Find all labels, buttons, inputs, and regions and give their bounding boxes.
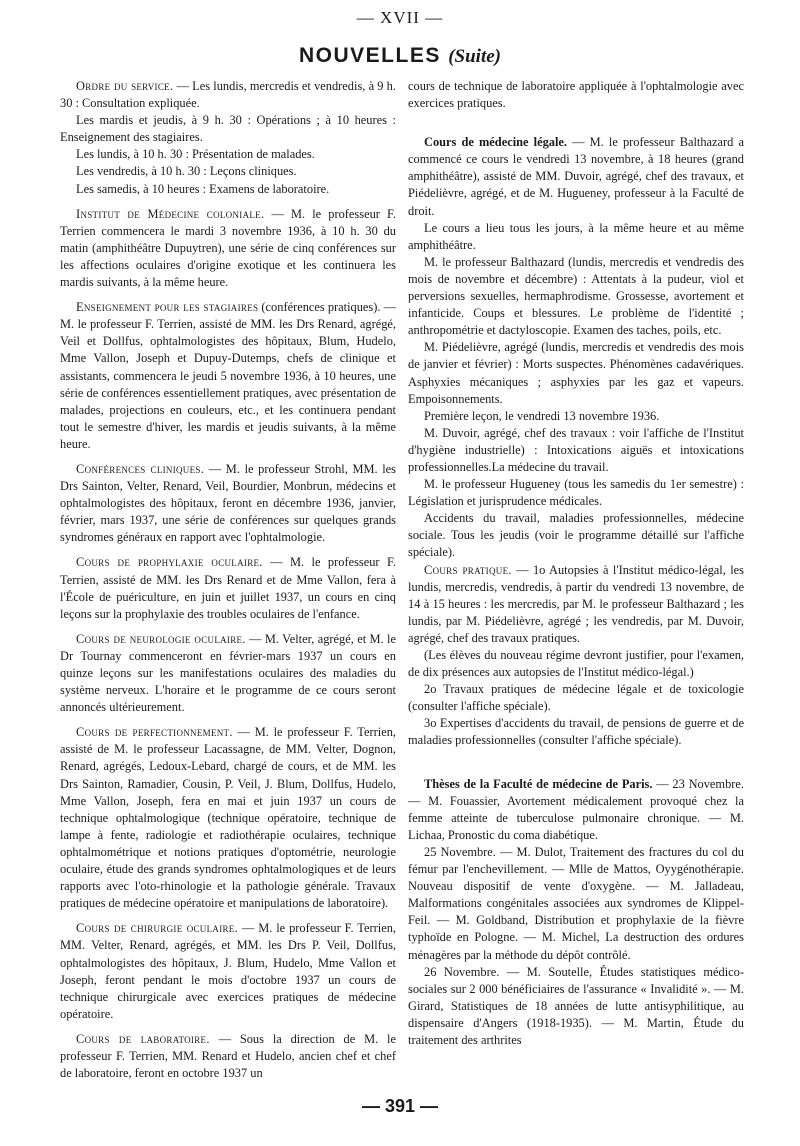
heading-cours-pratique: Cours pratique. <box>424 562 512 577</box>
text-institut: — M. le professeur F. Terrien commencera le mardi 3 novembre 1936, à 10 h. 30 du matin (amphithéâtre Dupuytren), une série de cinq conférences sur les affections oculaires d'origine exotique et les continuera les mardis suivants, à la même heure. <box>60 206 397 290</box>
paragraph-legale-7: M. le professeur Hugueney (tous les samedis du 1er semestre) : Législation et jurisprudence médicales. <box>408 477 744 509</box>
text-medecine-legale: — M. le professeur Balthazard a commencé ce cours le vendredi 13 novembre, à 18 heures (grand amphithéâtre), assisté de MM. Duvoir, agrégé, chef des travaux, et Piédelièvre, agrégé, et de M. Hugueney, professeur à la Faculté de droit. <box>408 135 744 218</box>
paragraph-medecine-legale <box>408 134 744 219</box>
heading-institut: Institut de Médecine coloniale. <box>76 206 265 221</box>
text-perfectionnement: — M. le professeur F. Terrien, assisté de M. le professeur Lacassagne, de MM. Velter, Dognon, Renard, agrégés, Ledoux-Lebard, chargé de cours, et de MM. les Drs Sainton, Ramadier, Cousin, P. Veil, J. Blum, Dollfus, Hudelo, Mme Vallon, Joseph, fera en mai et juin 1937 un cours de technique ophtalmologique (technique opératoire, technique de lampe à fente, radiologie et radiothérapie oculaires, technique ophtalmométrique et notions pratiques d'optométrie, neurologie oculaire, étude des grands syndromes ophtalmologiques et de leurs rapports avec l'oto-rhinologie et la pathologie générale. Travaux pratiques de médecine opératoire et manipulations de laboratoire). <box>60 725 396 911</box>
heading-theses: Thèses de la Faculté de médecine de Paris. <box>424 776 653 791</box>
paragraph-ordre-2: Les mardis et jeudis, à 9 h. 30 : Opérations ; à 10 heures : Enseignement des stagiaires. <box>60 113 396 145</box>
paragraph-pratique-2: (Les élèves du nouveau régime devront justifier, pour l'examen, de dix présences aux autopsies de l'Institut médico-légal.) <box>408 648 744 680</box>
text-conferences: — M. le professeur Strohl, MM. les Drs Sainton, Velter, Renard, Veil, Bourdier, Monbrun, médecins et ophtalmologistes des hôpitaux, feront en décembre 1936, janvier, février, mars 1937, une série de conférences sur quelques grands syndromes généraux en rapport avec l'ophtalmologie. <box>60 461 396 545</box>
heading-chirurgie: Cours de chirurgie oculaire. <box>76 921 238 936</box>
paragraph-pratique-4: 3o Expertises d'accidents du travail, de pensions de guerre et de maladies professionnelles (consulter l'affiche spéciale). <box>408 716 744 748</box>
paragraph-ordre-3: Les lundis, à 10 h. 30 : Présentation de malades. <box>76 147 315 162</box>
paragraph-legale-4: M. Piédelièvre, agrégé (lundis, mercredis et vendredis des mois de janvier et février) : Morts suspectes. Phénomènes cadavériques. Asphyxies mécaniques ; asphyxies par les gaz et vapeurs. Empoisonnements. <box>408 340 744 406</box>
page-title <box>0 44 800 68</box>
roman-page-number: — XVII — <box>356 8 444 27</box>
paragraph-laboratoire <box>60 1031 396 1082</box>
text-theses: — 23 Novembre. — M. Fouassier, Avortement médicalement provoqué chez la femme atteinte de tuberculose pulmonaire chronique. — M. Lichaa, Pronostic du coma diabétique. <box>408 776 744 842</box>
paragraph-laboratoire-cont: cours de technique de laboratoire appliquée à l'ophtalmologie avec exercices pratiques. <box>408 79 744 111</box>
text-prophylaxie: — M. le professeur F. Terrien, assisté de MM. les Drs Renard et de Mme Vallon, fera à l'École de puériculture, en juin et juillet 1937, un cours en cinq leçons sur la prophylaxie des troubles oculaires de l'enfance. <box>60 555 396 621</box>
heading-medecine-legale: Cours de médecine légale. <box>424 135 568 150</box>
left-column <box>60 78 396 1090</box>
heading-enseignement: Enseignement pour les stagiaires <box>76 300 259 315</box>
paragraph-enseignement <box>60 299 396 453</box>
paragraph-legale-3: M. le professeur Balthazard (lundis, mercredis et vendredis des mois de novembre et décembre) : Attentats à la pudeur, viol et perversions sexuelles, hermaphrodisme. Grossesse, avortement et infanticide. Coups et blessures. Le problème de l'identité ; anthropométrie et dactyloscopie. Examen des taches, poils, etc. <box>408 254 744 338</box>
paragraph-neurologie <box>60 631 396 716</box>
heading-perfectionnement: Cours de perfectionnement. <box>76 725 233 740</box>
paragraph-pratique-3: 2o Travaux pratiques de médecine légale et de toxicologie (consulter l'affiche spéciale). <box>408 682 744 714</box>
paragraph-ordre-5: Les samedis, à 10 heures : Examens de laboratoire. <box>76 181 330 196</box>
paragraph-legale-8: Accidents du travail, maladies professionnelles, médecine sociale. Tous les jeudis (voir le programme détaillé sur l'affiche spéciale). <box>408 511 744 560</box>
text-ordre: — Les lundis, mercredis et vendredis, à 9 h. 30 : Consultation expliquée. <box>60 79 396 111</box>
page-number: — 391 — <box>361 1096 439 1116</box>
heading-prophylaxie: Cours de prophylaxie oculaire. <box>76 555 263 570</box>
paragraph-legale-6: M. Duvoir, agrégé, chef des travaux : voir l'affiche de l'Institut d'hygiène industrielle) : Intoxications aiguës et intoxications professionnelles.La médecine du travail. <box>408 425 744 474</box>
paragraph-perfectionnement <box>60 724 396 912</box>
paragraph-theses-3: 26 Novembre. — M. Soutelle, Études statistiques médico-sociales sur 2 000 bénéficiaires de l'assurance « Invalidité ». — M. Girard, Statistiques de 18 années de lutte antisyphilitique, au dispensaire d'Angers (1918-1935). — M. Martin, Étude du traitement des arthrites <box>408 964 744 1047</box>
heading-conferences: Conférences cliniques. <box>76 461 205 476</box>
heading-neurologie: Cours de neurologie oculaire. <box>76 631 246 646</box>
paragraph-theses <box>408 776 744 844</box>
text-enseignement: (conférences pratiques). — M. le professeur F. Terrien, assisté de MM. les Drs Renard, agrégé, Veil et Dollfus, ophtalmologistes des hôpitaux, Blum, Hudelo, Mme Vallon, Joseph et Dupuy-Dutemps, chefs de clinique et assistants, commencera le jeudi 5 novembre 1936, à 10 heures, une série de conférences essentiellement pratiques, avec présentation de malades, projections en couleurs, etc., et les continuera pendant tout le semestre d'hiver, les mardis et jeudis suivants, à la même heure. <box>60 300 396 451</box>
paragraph-ordre-4: Les vendredis, à 10 h. 30 : Leçons cliniques. <box>76 164 297 179</box>
title-suffix: (Suite) <box>448 46 501 67</box>
paragraph-ordre <box>60 78 396 112</box>
paragraph-conferences <box>60 461 396 546</box>
heading-ordre: Ordre du service. <box>76 79 174 93</box>
spacer <box>408 758 744 776</box>
paragraph-theses-2: 25 Novembre. — M. Dulot, Traitement des fractures du col du fémur par l'enchevillement. — Mlle de Mattos, Oyygénothérapie. Nouveau dispositif de vente d'oxygène. — M. Jalladeau, Malformations congénitales associées aux syndromes de Klippel-Feil. — M. Goldband, Distribution et prophylaxie de la fièvre typhoïde en Pologne. — M. Michel, La destruction des ordures ménagères par la méthode du dépôt contrôlé. <box>408 844 744 962</box>
heading-laboratoire: Cours de laboratoire. <box>76 1031 210 1046</box>
paragraph-legale-2: Le cours a lieu tous les jours, à la même heure et au même amphithéâtre. <box>408 220 744 252</box>
text-chirurgie: — M. le professeur F. Terrien, MM. Velter, Renard, agrégés, et MM. les Drs P. Veil, Dollfus, ophtalmologistes des hôpitaux, J. Blum, Hudelo, Mme Vallon et Joseph, feront pendant le mois d'octobre 1937 un cours de technique chirurgicale avec exercices pratiques de médecine opératoire. <box>60 921 396 1021</box>
paragraph-cours-pratique <box>408 562 744 647</box>
paragraph-prophylaxie <box>60 554 396 622</box>
text-cours-pratique: — 1o Autopsies à l'Institut médico-légal, les lundis, mercredis, vendredis, à partir du vendredi 13 novembre, de 14 à 15 heures : les mercredis, par M. le professeur Balthazard ; les lundis, par M. Piédelièvre, agrégé ; les vendredis, par M. Duvoir, agrégé, chef des travaux pratiques. <box>408 562 744 645</box>
spacer <box>408 120 744 134</box>
right-column <box>408 78 744 1049</box>
text-laboratoire: — Sous la direction de M. le professeur F. Terrien, MM. Renard et Hudelo, ancien chef et chef de laboratoire, feront en octobre 1937 un <box>60 1031 396 1081</box>
title-main: NOUVELLES <box>299 44 441 67</box>
paragraph-institut <box>60 206 396 291</box>
text-neurologie: — M. Velter, agrégé, et M. le Dr Tournay commenceront en février-mars 1937 un cours en quinze leçons sur les manifestations oculaires des maladies du système nerveux. L'horaire et le programme de ce cours seront annoncés ultérieurement. <box>60 631 396 715</box>
paragraph-legale-5: Première leçon, le vendredi 13 novembre 1936. <box>424 408 660 423</box>
paragraph-chirurgie <box>60 920 396 1023</box>
